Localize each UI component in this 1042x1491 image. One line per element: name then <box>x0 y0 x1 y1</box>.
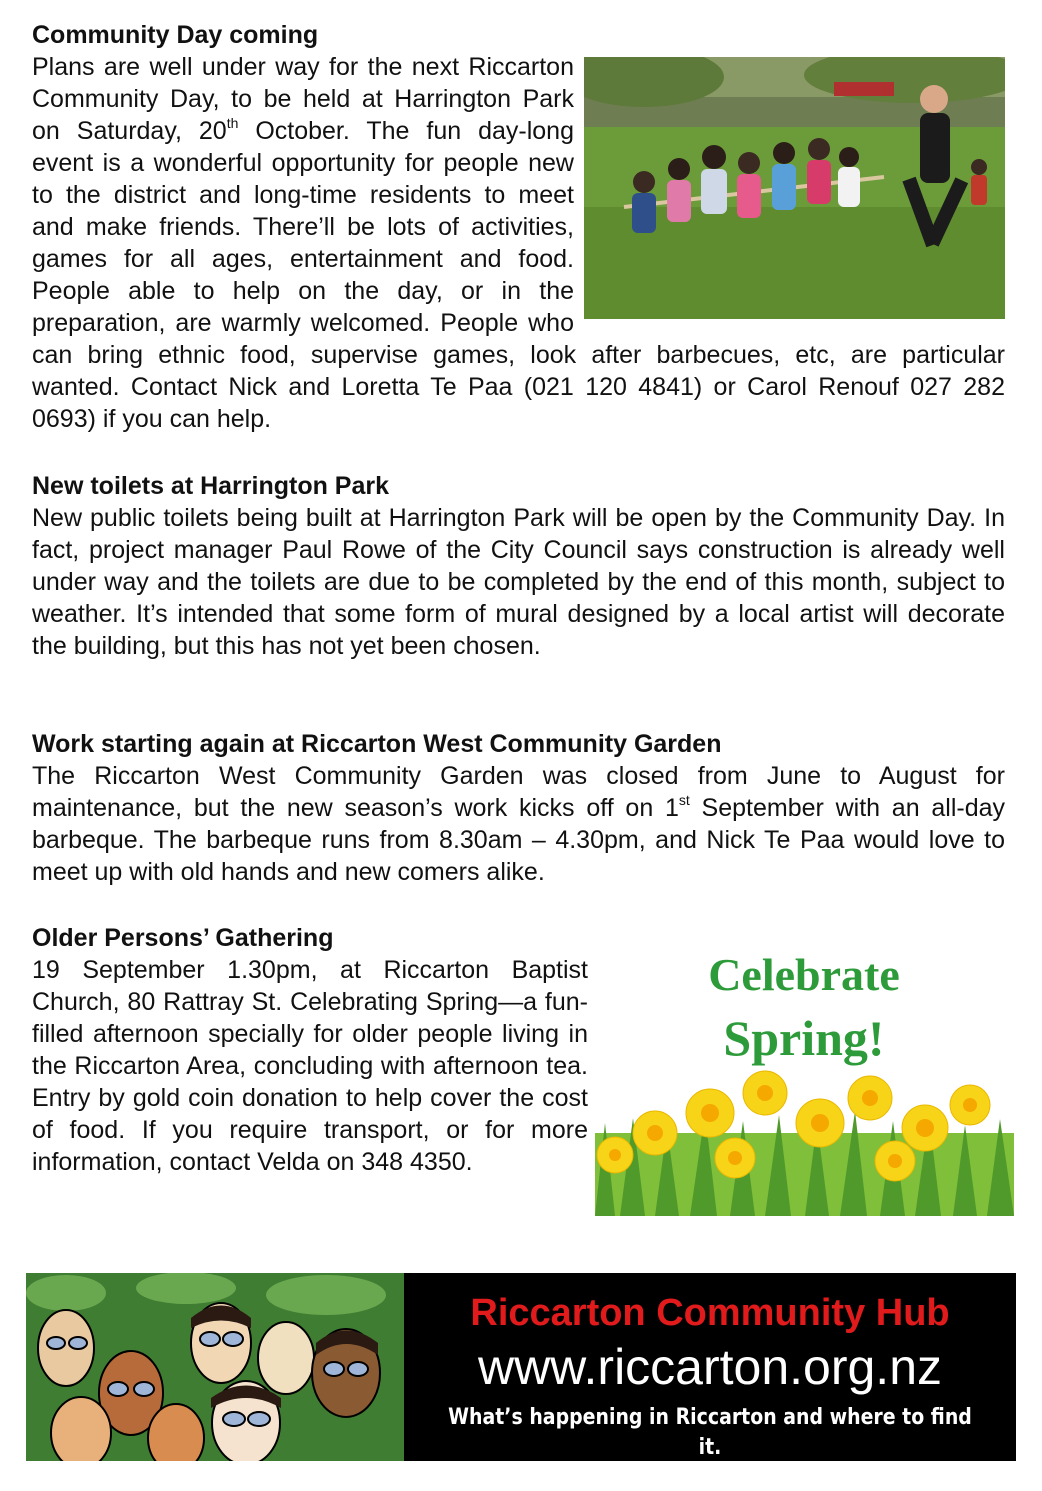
spring-headline-2: Spring! <box>723 1010 885 1066</box>
article-heading: Older Persons’ Gathering <box>32 924 334 952</box>
spring-headline-1: Celebrate <box>708 949 900 1000</box>
article-body: Plans are well under way for the next Riccarton Community Day, to be held at Harrington Park on Saturday, 20th October. The fun day-long event is a wonderful opportunity for people new to the district and long-time residents to meet and make friends. There’ll be lots of activities, games for all ages, entertainment and food. People able to help on the day, or in the preparation, are warmly welcomed. People who can bring ethnic food, supervise games, look after barbecues, etc, are particular wanted. Contact Nick and Loretta Te Paa (021 120 4841) or Carol Renouf 027 282 0693) if you can help. <box>32 53 1005 433</box>
celebrate-spring-image <box>595 933 1014 1216</box>
article-garden <box>32 728 1005 888</box>
tug-of-war-photo <box>584 57 1005 319</box>
faces-illustration <box>26 1273 404 1461</box>
hub-tagline: What’s happening in Riccarton and where to find it. <box>448 1405 972 1460</box>
article-body: The Riccarton West Community Garden was closed from June to August for maintenance, but the new season’s work kicks off on 1st September with an all-day barbeque. The barbeque runs from 8.30am – 4.30pm, and Nick Te Paa would love to meet up with old hands and new comers alike. <box>32 762 1006 886</box>
article-body: New public toilets being built at Harrington Park will be open by the Community Day. In fact, project manager Paul Rowe of the City Council says construction is already well under way and the toilets are due to be completed by the end of this month, subject to weather. It’s intended that some form of mural designed by a local artist will decorate the building, but this has not yet been chosen. <box>32 504 1005 660</box>
article-older-persons <box>32 922 588 1178</box>
article-body: 19 September 1.30pm, at Riccarton Baptist Church, 80 Rattray St. Celebrating Spring—a fun-filled afternoon specially for older people living in the Riccarton Area, concluding with afternoon tea. Entry by gold coin donation to help cover the cost of food. If you require transport, or for more information, contact Velda on 348 4350. <box>32 956 588 1176</box>
article-community-day <box>32 19 1005 435</box>
article-heading: Community Day coming <box>32 21 319 49</box>
article-heading: New toilets at Harrington Park <box>32 472 390 500</box>
article-heading: Work starting again at Riccarton West Community Garden <box>32 730 722 758</box>
hub-website-link[interactable]: www.riccarton.org.nz <box>477 1339 943 1395</box>
hub-title: Riccarton Community Hub <box>470 1292 950 1334</box>
article-toilets <box>32 470 1005 662</box>
community-hub-banner <box>26 1273 1016 1461</box>
